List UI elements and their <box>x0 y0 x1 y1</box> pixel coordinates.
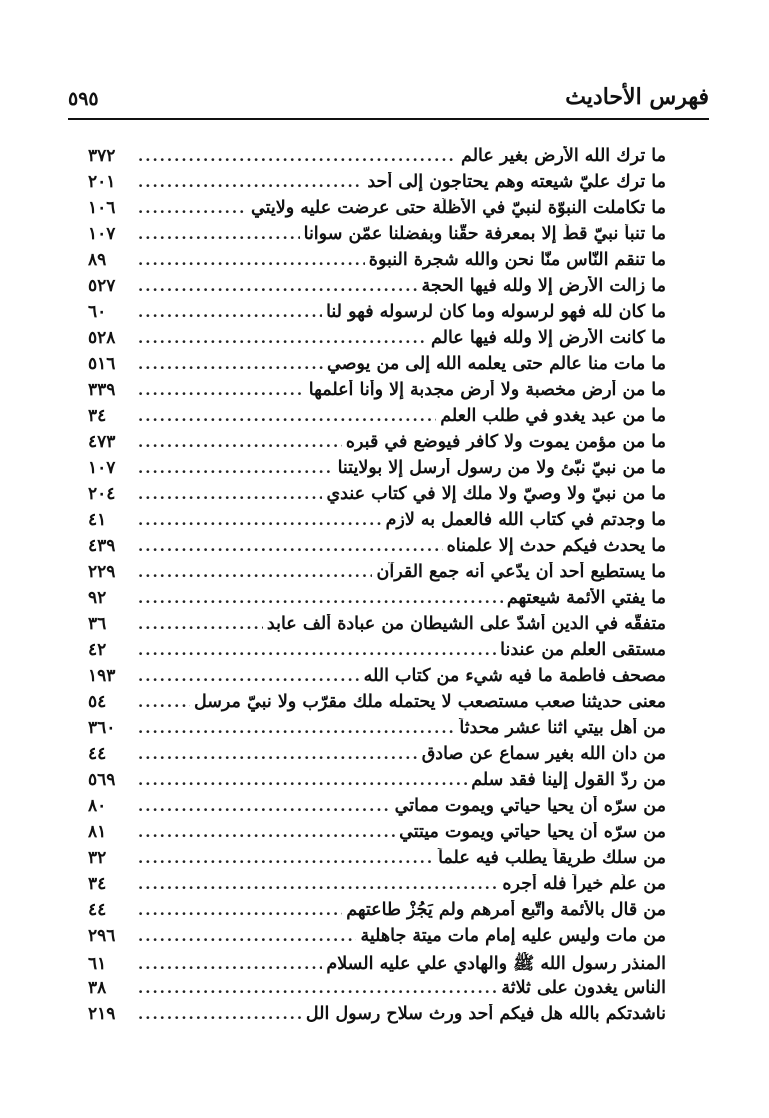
entry-page-number: ٦٠ <box>88 302 107 322</box>
index-entry <box>88 926 666 952</box>
index-entry <box>88 328 666 354</box>
entry-text: ما ترك الله الأرض بغير عالم <box>461 146 666 166</box>
entry-text: من سرّه أن يحيا حياتي ويموت ميتتي <box>399 822 666 842</box>
entry-page-number: ١٠٧ <box>88 458 116 478</box>
dot-leader <box>138 797 391 815</box>
entry-text: من ردّ القول إلينا فقد سلم <box>471 770 666 790</box>
entry-page-number: ٢١٩ <box>88 1004 116 1024</box>
dot-leader <box>138 979 497 997</box>
index-entry <box>88 874 666 900</box>
entry-text: من دان الله بغير سماع عن صادق <box>421 744 666 764</box>
entry-page-number: ١٠٧ <box>88 224 116 244</box>
entry-text: ما زالت الأرض إلا ولله فيها الحجة <box>421 276 666 296</box>
dot-leader <box>138 199 247 217</box>
entry-text: المنذر رسول الله ﷺ والهادي علي عليه السلام <box>326 954 666 974</box>
entry-page-number: ٥٤ <box>88 692 107 712</box>
entry-text: من علّم خيراً فله أجره <box>502 874 666 894</box>
entry-page-number: ٨٩ <box>88 250 107 270</box>
entry-page-number: ٥٢٧ <box>88 276 116 296</box>
index-entry <box>88 666 666 692</box>
dot-leader <box>138 277 417 295</box>
entry-text: ما يحدث فيكم حدث إلا علمناه <box>446 536 666 556</box>
entry-text: ما تكاملت النبوّة لنبيّ في الأظلّة حتى عرضت عليه ولايتي <box>251 198 666 218</box>
entry-page-number: ١٠٦ <box>88 198 116 218</box>
index-entry <box>88 822 666 848</box>
entry-text: من مات وليس عليه إمام مات ميتة جاهلية <box>360 926 666 946</box>
entry-text: ما من مؤمن يموت ولا كافر فيوضع في قبره <box>345 432 666 452</box>
entry-text: ما يفتي الأئمة شيعتهم <box>506 588 666 608</box>
dot-leader <box>138 433 342 451</box>
entry-page-number: ٢٢٩ <box>88 562 116 582</box>
dot-leader <box>138 537 443 555</box>
dot-leader <box>138 823 395 841</box>
hadith-index-list <box>88 146 666 1030</box>
entry-text: ما مات منا عالم حتى يعلمه الله إلى من يوصي <box>327 354 666 374</box>
index-entry <box>88 276 666 302</box>
index-entry <box>88 380 666 406</box>
index-entry <box>88 172 666 198</box>
entry-page-number: ٤٤ <box>88 900 107 920</box>
entry-page-number: ٩٢ <box>88 588 107 608</box>
entry-page-number: ٥٢٨ <box>88 328 116 348</box>
entry-page-number: ٤٧٣ <box>88 432 116 452</box>
dot-leader <box>138 955 322 973</box>
index-entry <box>88 146 666 172</box>
dot-leader <box>138 901 342 919</box>
entry-text: ناشدتكم بالله هل فيكم أحد ورث سلاح رسول الل <box>305 1004 666 1024</box>
entry-page-number: ٢٠١ <box>88 172 116 192</box>
entry-text: ما تنقم النّاس منّا نحن والله شجرة النبوة <box>368 250 666 270</box>
index-entry <box>88 224 666 250</box>
entry-page-number: ٢٠٤ <box>88 484 116 504</box>
entry-page-number: ٤٣٩ <box>88 536 116 556</box>
entry-page-number: ٣٤ <box>88 406 107 426</box>
dot-leader <box>138 719 455 737</box>
entry-page-number: ٣٣٩ <box>88 380 116 400</box>
dot-leader <box>138 667 360 685</box>
entry-text: ما كان لله فهو لرسوله وما كان لرسوله فهو لنا <box>326 302 666 322</box>
entry-page-number: ١٩٣ <box>88 666 116 686</box>
dot-leader <box>138 875 498 893</box>
index-entry <box>88 744 666 770</box>
dot-leader <box>138 927 356 945</box>
dot-leader <box>138 589 503 607</box>
dot-leader <box>138 745 418 763</box>
index-entry <box>88 952 666 978</box>
entry-page-number: ٨١ <box>88 822 107 842</box>
index-entry <box>88 978 666 1004</box>
dot-leader <box>138 381 305 399</box>
entry-page-number: ٥١٦ <box>88 354 116 374</box>
index-entry <box>88 302 666 328</box>
entry-page-number: ٣٧٢ <box>88 146 116 166</box>
index-entry <box>88 1004 666 1030</box>
page-number: ٥٩٥ <box>68 88 99 110</box>
entry-page-number: ٣٨ <box>88 978 107 998</box>
entry-text: من قال بالأئمة واتّبع أمرهم ولم يَجُزْ طاعتهم <box>346 900 666 920</box>
page-title: فهرس الأحاديث <box>565 84 709 110</box>
entry-text: ما وجدتم في كتاب الله فالعمل به لازم <box>385 510 666 530</box>
entry-text: متفقّه في الدين أشدّ على الشيطان من عبادة ألف عابد <box>266 614 666 634</box>
dot-leader <box>138 329 427 347</box>
index-entry <box>88 432 666 458</box>
entry-text: مستقى العلم من عندنا <box>500 640 666 660</box>
index-entry <box>88 848 666 874</box>
entry-text: الناس يغدون على ثلاثة <box>501 978 666 998</box>
entry-page-number: ٦١ <box>88 954 107 974</box>
entry-text: ما كانت الأرض إلا ولله فيها عالم <box>430 328 666 348</box>
index-entry <box>88 718 666 744</box>
entry-page-number: ٣٦٠ <box>88 718 116 738</box>
dot-leader <box>138 771 467 789</box>
dot-leader <box>138 485 322 503</box>
entry-page-number: ٤٢ <box>88 640 107 660</box>
index-entry <box>88 770 666 796</box>
entry-text: ما من نبيّ ولا وصيّ ولا ملك إلا في كتاب عندي <box>326 484 666 504</box>
entry-page-number: ٣٦ <box>88 614 107 634</box>
dot-leader <box>138 1005 302 1023</box>
dot-leader <box>138 355 323 373</box>
entry-page-number: ٨٠ <box>88 796 107 816</box>
dot-leader <box>138 459 334 477</box>
entry-text: ما تنبأ نبيّ قطّ إلا بمعرفة حقّنا وبفضلنا عمّن سوانا <box>303 224 666 244</box>
index-entry <box>88 796 666 822</box>
dot-leader <box>138 225 300 243</box>
index-entry <box>88 354 666 380</box>
index-entry <box>88 510 666 536</box>
entry-text: ما من أرض مخصبة ولا أرض مجدبة إلا وأنا أعلمها <box>308 380 666 400</box>
index-entry <box>88 250 666 276</box>
dot-leader <box>138 615 263 633</box>
entry-text: ما من نبيّ نبّئ ولا من رسول أرسل إلا بولايتنا <box>337 458 666 478</box>
index-entry <box>88 484 666 510</box>
dot-leader <box>138 303 322 321</box>
dot-leader <box>138 693 190 711</box>
dot-leader <box>138 511 382 529</box>
index-entry <box>88 588 666 614</box>
index-entry <box>88 562 666 588</box>
entry-text: ما يستطيع أحد أن يدّعي أنه جمع القرآن <box>376 562 666 582</box>
index-entry <box>88 640 666 666</box>
dot-leader <box>138 641 496 659</box>
index-entry <box>88 536 666 562</box>
entry-page-number: ٣٤ <box>88 874 107 894</box>
entry-text: من سلك طريقاً يطلب فيه علماً <box>438 848 666 868</box>
entry-text: مصحف فاطمة ما فيه شيء من كتاب الله <box>363 666 666 686</box>
entry-page-number: ٢٩٦ <box>88 926 116 946</box>
entry-text: من سرّه أن يحيا حياتي ويموت مماتي <box>394 796 666 816</box>
dot-leader <box>138 849 434 867</box>
dot-leader <box>138 407 436 425</box>
index-entry <box>88 614 666 640</box>
entry-text: من أهل بيتي اثنا عشر محدثاً <box>459 718 666 738</box>
index-entry <box>88 198 666 224</box>
index-entry <box>88 900 666 926</box>
dot-leader <box>138 173 363 191</box>
entry-page-number: ٥٦٩ <box>88 770 116 790</box>
dot-leader <box>138 147 457 165</box>
entry-page-number: ٣٢ <box>88 848 107 868</box>
index-entry <box>88 692 666 718</box>
page-header <box>68 82 709 120</box>
entry-text: معنى حديثنا صعب مستصعب لا يحتمله ملك مقرّب ولا نبيّ مرسل <box>193 692 666 712</box>
entry-text: ما ترك عليّ شيعته وهم يحتاجون إلى أحد <box>367 172 666 192</box>
dot-leader <box>138 251 365 269</box>
entry-page-number: ٤١ <box>88 510 107 530</box>
index-entry <box>88 458 666 484</box>
entry-page-number: ٤٤ <box>88 744 107 764</box>
dot-leader <box>138 563 372 581</box>
index-entry <box>88 406 666 432</box>
entry-text: ما من عبد يغدو في طلب العلم <box>440 406 666 426</box>
